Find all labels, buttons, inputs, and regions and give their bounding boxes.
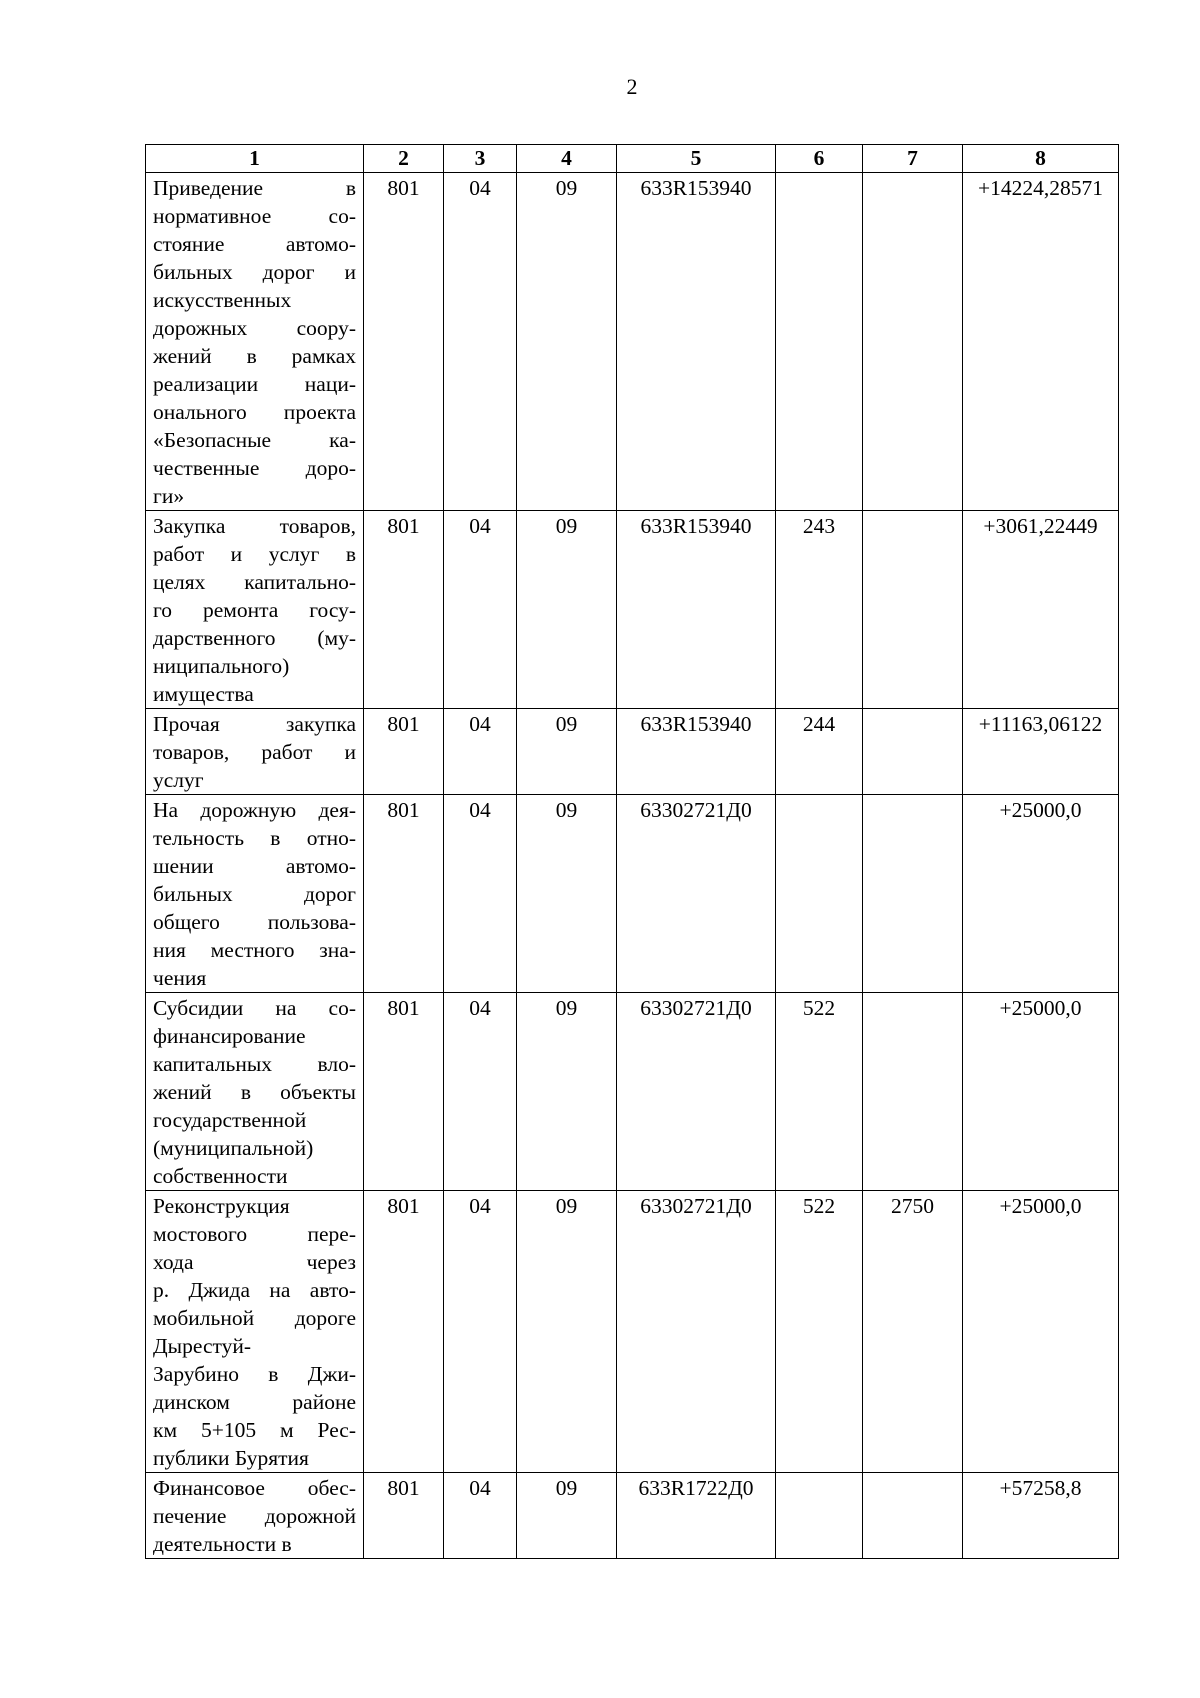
description-line: ниципального)	[153, 654, 290, 678]
amount-cell: +25000,0	[963, 795, 1119, 993]
detail-code-cell	[863, 1473, 963, 1559]
section-cell: 04	[444, 511, 517, 709]
description-line: Зарубино в Джи-	[153, 1362, 356, 1386]
target-item-cell: 63302721Д0	[617, 1191, 776, 1473]
section-cell: 04	[444, 993, 517, 1191]
admin-code-cell: 801	[364, 993, 444, 1191]
description-line: хода через	[153, 1250, 356, 1274]
detail-code-cell: 2750	[863, 1191, 963, 1473]
target-item-cell: 633R153940	[617, 511, 776, 709]
description-line: дарственного (му-	[153, 626, 356, 650]
description-line: общего пользова-	[153, 910, 356, 934]
description-line: Закупка товаров,	[153, 514, 356, 538]
description-line: Дырестуй-	[153, 1334, 252, 1358]
admin-code-cell: 801	[364, 795, 444, 993]
section-cell: 04	[444, 1191, 517, 1473]
amount-cell: +11163,06122	[963, 709, 1119, 795]
section-cell: 04	[444, 709, 517, 795]
amount-cell: +25000,0	[963, 1191, 1119, 1473]
admin-code-cell: 801	[364, 709, 444, 795]
section-cell: 04	[444, 173, 517, 511]
description-line: Прочая закупка	[153, 712, 356, 736]
subsection-cell: 09	[517, 993, 617, 1191]
description-line: жений в объекты	[153, 1080, 356, 1104]
subsection-cell: 09	[517, 511, 617, 709]
admin-code-cell: 801	[364, 511, 444, 709]
row-description	[146, 511, 364, 709]
admin-code-cell: 801	[364, 1191, 444, 1473]
row-description	[146, 795, 364, 993]
row-description	[146, 993, 364, 1191]
subsection-cell: 09	[517, 1191, 617, 1473]
admin-code-cell: 801	[364, 173, 444, 511]
target-item-cell: 63302721Д0	[617, 795, 776, 993]
detail-code-cell	[863, 795, 963, 993]
description-line: онального проекта	[153, 400, 356, 424]
target-item-cell: 633R153940	[617, 709, 776, 795]
description-line: бильных дорог и	[153, 260, 356, 284]
description-line: целях капитально-	[153, 570, 356, 594]
description-line: товаров, работ и	[153, 740, 356, 764]
description-line: печение дорожной	[153, 1504, 356, 1528]
description-line: государственной	[153, 1108, 307, 1132]
description-line: чественные доро-	[153, 456, 356, 480]
description-line: Реконструкция	[153, 1194, 290, 1218]
description-line: Финансовое обес-	[153, 1476, 356, 1500]
description-line: Приведение в	[153, 176, 356, 200]
detail-code-cell	[863, 173, 963, 511]
table-row	[146, 709, 1119, 795]
header-cell: 6	[776, 145, 863, 173]
admin-code-cell: 801	[364, 1473, 444, 1559]
description-line: финансирование	[153, 1024, 306, 1048]
expense-type-cell: 244	[776, 709, 863, 795]
description-line: шении автомо-	[153, 854, 356, 878]
expense-type-cell: 243	[776, 511, 863, 709]
header-cell: 3	[444, 145, 517, 173]
expense-type-cell	[776, 173, 863, 511]
description-line: услуг	[153, 768, 204, 792]
detail-code-cell	[863, 993, 963, 1191]
subsection-cell: 09	[517, 795, 617, 993]
description-line: жений в рамках	[153, 344, 356, 368]
row-description	[146, 709, 364, 795]
description-line: км 5+105 м Рес-	[153, 1418, 356, 1442]
subsection-cell: 09	[517, 1473, 617, 1559]
budget-table	[145, 144, 1119, 1559]
detail-code-cell	[863, 709, 963, 795]
amount-cell: +14224,28571	[963, 173, 1119, 511]
table-row	[146, 993, 1119, 1191]
description-line: реализации наци-	[153, 372, 356, 396]
description-line: работ и услуг в	[153, 542, 356, 566]
row-description	[146, 1473, 364, 1559]
row-description	[146, 1191, 364, 1473]
description-line: нормативное со-	[153, 204, 356, 228]
description-line: деятельности в	[153, 1532, 292, 1556]
table-body	[146, 173, 1119, 1559]
amount-cell: +3061,22449	[963, 511, 1119, 709]
target-item-cell: 63302721Д0	[617, 993, 776, 1191]
table-header-row	[146, 145, 1119, 173]
table-row	[146, 1473, 1119, 1559]
description-line: искусственных	[153, 288, 292, 312]
description-line: динском районе	[153, 1390, 356, 1414]
amount-cell: +25000,0	[963, 993, 1119, 1191]
description-line: стояние автомо-	[153, 232, 356, 256]
table-row	[146, 1191, 1119, 1473]
description-line: «Безопасные ка-	[153, 428, 356, 452]
table-row	[146, 511, 1119, 709]
description-line: На дорожную дея-	[153, 798, 356, 822]
detail-code-cell	[863, 511, 963, 709]
expense-type-cell: 522	[776, 1191, 863, 1473]
description-line: чения	[153, 966, 207, 990]
description-line: мостового пере-	[153, 1222, 356, 1246]
header-cell: 1	[146, 145, 364, 173]
page-number: 2	[626, 74, 638, 99]
header-cell: 5	[617, 145, 776, 173]
table-row	[146, 795, 1119, 993]
description-line: ги»	[153, 484, 185, 508]
description-line: собственности	[153, 1164, 288, 1188]
description-line: мобильной дороге	[153, 1306, 356, 1330]
expense-type-cell: 522	[776, 993, 863, 1191]
target-item-cell: 633R1722Д0	[617, 1473, 776, 1559]
subsection-cell: 09	[517, 709, 617, 795]
section-cell: 04	[444, 795, 517, 993]
section-cell: 04	[444, 1473, 517, 1559]
expense-type-cell	[776, 1473, 863, 1559]
description-line: ния местного зна-	[153, 938, 356, 962]
description-line: Субсидии на со-	[153, 996, 356, 1020]
row-description	[146, 173, 364, 511]
target-item-cell: 633R153940	[617, 173, 776, 511]
header-cell: 8	[963, 145, 1119, 173]
header-cell: 7	[863, 145, 963, 173]
amount-cell: +57258,8	[963, 1473, 1119, 1559]
description-line: бильных дорог	[153, 882, 356, 906]
description-line: р. Джида на авто-	[153, 1278, 356, 1302]
description-line: имущества	[153, 682, 254, 706]
description-line: дорожных соору-	[153, 316, 356, 340]
expense-type-cell	[776, 795, 863, 993]
table-row	[146, 173, 1119, 511]
header-cell: 2	[364, 145, 444, 173]
subsection-cell: 09	[517, 173, 617, 511]
description-line: публики Бурятия	[153, 1446, 309, 1470]
description-line: капитальных вло-	[153, 1052, 356, 1076]
description-line: тельность в отно-	[153, 826, 356, 850]
description-line: го ремонта госу-	[153, 598, 356, 622]
header-cell: 4	[517, 145, 617, 173]
description-line: (муниципальной)	[153, 1136, 314, 1160]
